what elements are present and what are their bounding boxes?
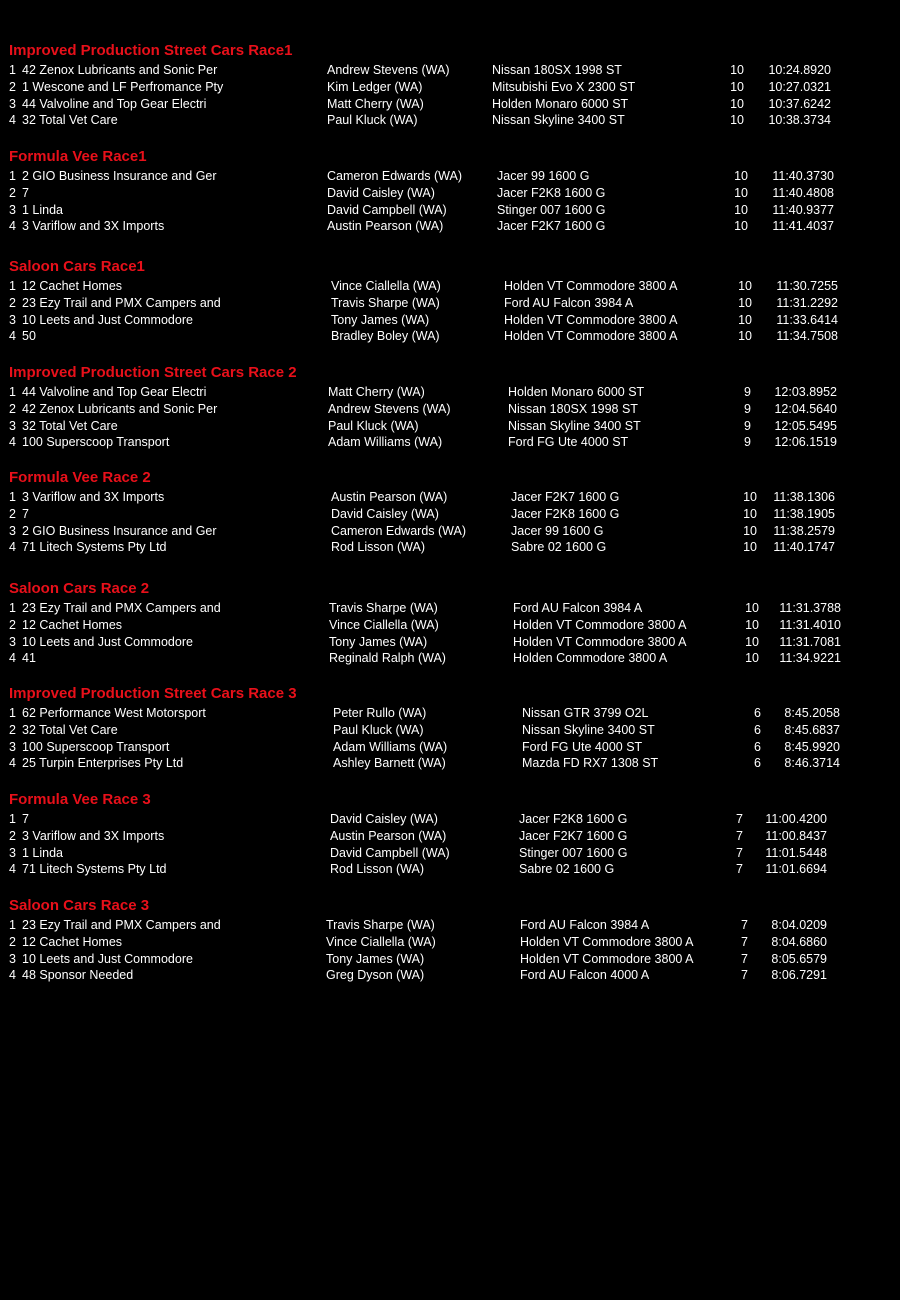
race-title: Formula Vee Race 3 [9, 791, 151, 808]
laps: 10 [738, 312, 752, 327]
race-time: 11:40.3730 [772, 169, 834, 183]
driver-name: Cameron Edwards (WA) [327, 169, 462, 183]
position: 3 [9, 845, 16, 860]
car-entry: 2 GIO Business Insurance and Ger [22, 523, 217, 538]
car-entry: 23 Ezy Trail and PMX Campers and [22, 601, 221, 615]
laps: 9 [744, 401, 751, 416]
position: 4 [9, 219, 16, 234]
race-time: 11:31.2292 [776, 295, 838, 310]
vehicle: Nissan Skyline 3400 ST [522, 722, 655, 737]
position: 1 [9, 385, 16, 399]
race-time: 11:01.6694 [765, 862, 827, 877]
car-entry: 10 Leets and Just Commodore [22, 634, 193, 649]
race-time: 11:34.7508 [776, 329, 838, 344]
car-entry: 44 Valvoline and Top Gear Electri [22, 96, 207, 111]
race-time: 11:40.4808 [772, 185, 834, 200]
laps: 10 [745, 634, 759, 649]
vehicle: Holden VT Commodore 3800 A [520, 951, 694, 966]
race-time: 8:04.0209 [771, 918, 827, 932]
vehicle: Jacer F2K8 1600 G [511, 506, 620, 521]
laps: 7 [741, 934, 748, 949]
race-time: 11:31.7081 [779, 634, 841, 649]
laps: 7 [741, 968, 748, 983]
position: 2 [9, 934, 16, 949]
position: 1 [9, 490, 16, 504]
car-entry: 41 [22, 651, 36, 666]
car-entry: 3 Variflow and 3X Imports [22, 490, 165, 504]
vehicle: Jacer 99 1600 G [511, 523, 604, 538]
car-entry: 1 Linda [22, 845, 64, 860]
laps: 10 [738, 279, 752, 293]
race-time: 8:45.9920 [784, 739, 840, 754]
car-entry: 1 Linda [22, 202, 64, 217]
laps: 10 [730, 63, 744, 77]
race-time: 8:45.2058 [784, 706, 840, 720]
laps: 10 [738, 295, 752, 310]
car-entry: 7 [22, 812, 29, 826]
laps: 10 [730, 113, 744, 128]
position: 3 [9, 523, 16, 538]
driver-name: Austin Pearson (WA) [331, 490, 448, 504]
driver-name: Vince Ciallella (WA) [326, 934, 436, 949]
vehicle: Holden VT Commodore 3800 A [504, 279, 678, 293]
race-title: Formula Vee Race 2 [9, 469, 151, 486]
driver-name: Paul Kluck (WA) [328, 418, 419, 433]
car-entry: 32 Total Vet Care [22, 722, 118, 737]
race-time: 11:40.1747 [773, 540, 835, 555]
vehicle: Ford AU Falcon 3984 A [504, 295, 634, 310]
driver-name: Rod Lisson (WA) [331, 540, 426, 555]
laps: 10 [734, 219, 748, 234]
vehicle: Holden Monaro 6000 ST [492, 96, 629, 111]
race-time: 8:04.6860 [771, 934, 827, 949]
driver-name: Tony James (WA) [326, 951, 425, 966]
car-entry: 12 Cachet Homes [22, 279, 123, 293]
car-entry: 12 Cachet Homes [22, 617, 123, 632]
race-time: 11:41.4037 [772, 219, 834, 234]
vehicle: Ford AU Falcon 3984 A [513, 601, 643, 615]
laps: 10 [734, 185, 748, 200]
laps: 10 [745, 601, 759, 615]
driver-name: Andrew Stevens (WA) [328, 401, 451, 416]
race-time: 8:46.3714 [784, 756, 840, 771]
position: 2 [9, 295, 16, 310]
car-entry: 71 Litech Systems Pty Ltd [22, 862, 167, 877]
race-time: 12:04.5640 [774, 401, 837, 416]
driver-name: Rod Lisson (WA) [330, 862, 425, 877]
position: 1 [9, 279, 16, 293]
position: 4 [9, 329, 16, 344]
car-entry: 23 Ezy Trail and PMX Campers and [22, 918, 221, 932]
car-entry: 44 Valvoline and Top Gear Electri [22, 385, 207, 399]
race-title: Improved Production Street Cars Race 2 [9, 364, 297, 381]
driver-name: Travis Sharpe (WA) [331, 295, 440, 310]
race-time: 11:00.8437 [765, 828, 827, 843]
car-entry: 32 Total Vet Care [22, 113, 118, 128]
race-title: Improved Production Street Cars Race1 [9, 42, 293, 59]
car-entry: 25 Turpin Enterprises Pty Ltd [22, 756, 184, 771]
driver-name: Matt Cherry (WA) [327, 96, 424, 111]
position: 3 [9, 312, 16, 327]
car-entry: 3 Variflow and 3X Imports [22, 219, 165, 234]
race-time: 11:40.9377 [772, 202, 834, 217]
car-entry: 62 Performance West Motorsport [22, 706, 206, 720]
car-entry: 10 Leets and Just Commodore [22, 312, 193, 327]
position: 2 [9, 79, 16, 94]
position: 4 [9, 968, 16, 983]
laps: 7 [736, 828, 743, 843]
laps: 6 [754, 706, 761, 720]
car-entry: 42 Zenox Lubricants and Sonic Per [22, 401, 218, 416]
position: 3 [9, 739, 16, 754]
position: 4 [9, 651, 16, 666]
car-entry: 50 [22, 329, 36, 344]
laps: 10 [734, 169, 748, 183]
driver-name: Adam Williams (WA) [333, 739, 448, 754]
vehicle: Holden Monaro 6000 ST [508, 385, 645, 399]
driver-name: Kim Ledger (WA) [327, 79, 423, 94]
driver-name: Travis Sharpe (WA) [329, 601, 438, 615]
position: 2 [9, 401, 16, 416]
driver-name: Tony James (WA) [329, 634, 428, 649]
driver-name: Andrew Stevens (WA) [327, 63, 450, 77]
laps: 10 [734, 202, 748, 217]
vehicle: Holden VT Commodore 3800 A [504, 312, 678, 327]
vehicle: Mitsubishi Evo X 2300 ST [492, 79, 636, 94]
car-entry: 100 Superscoop Transport [22, 739, 170, 754]
position: 4 [9, 756, 16, 771]
vehicle: Ford FG Ute 4000 ST [508, 435, 629, 450]
car-entry: 10 Leets and Just Commodore [22, 951, 193, 966]
race-time: 11:38.1306 [773, 490, 835, 504]
race-time: 8:05.6579 [771, 951, 827, 966]
vehicle: Jacer F2K7 1600 G [519, 828, 628, 843]
driver-name: Travis Sharpe (WA) [326, 918, 435, 932]
position: 4 [9, 862, 16, 877]
laps: 10 [745, 617, 759, 632]
laps: 6 [754, 739, 761, 754]
vehicle: Holden VT Commodore 3800 A [504, 329, 678, 344]
position: 4 [9, 540, 16, 555]
vehicle: Holden Commodore 3800 A [513, 651, 668, 666]
laps: 10 [730, 79, 744, 94]
position: 2 [9, 828, 16, 843]
vehicle: Jacer F2K7 1600 G [497, 219, 606, 234]
position: 1 [9, 706, 16, 720]
car-entry: 42 Zenox Lubricants and Sonic Per [22, 63, 218, 77]
car-entry: 1 Wescone and LF Perfromance Pty [22, 79, 224, 94]
laps: 7 [736, 862, 743, 877]
race-title: Improved Production Street Cars Race 3 [9, 685, 297, 702]
laps: 9 [744, 435, 751, 450]
race-time: 11:31.3788 [779, 601, 841, 615]
position: 2 [9, 617, 16, 632]
race-title: Saloon Cars Race 3 [9, 897, 150, 914]
race-time: 10:24.8920 [768, 63, 831, 77]
driver-name: Adam Williams (WA) [328, 435, 443, 450]
car-entry: 3 Variflow and 3X Imports [22, 828, 165, 843]
position: 2 [9, 722, 16, 737]
vehicle: Mazda FD RX7 1308 ST [522, 756, 659, 771]
race-time: 11:38.2579 [773, 523, 835, 538]
position: 2 [9, 506, 16, 521]
position: 3 [9, 951, 16, 966]
laps: 10 [743, 506, 757, 521]
vehicle: Ford FG Ute 4000 ST [522, 739, 643, 754]
vehicle: Holden VT Commodore 3800 A [513, 617, 687, 632]
race-time: 10:38.3734 [768, 113, 831, 128]
laps: 7 [741, 951, 748, 966]
vehicle: Jacer F2K8 1600 G [497, 185, 606, 200]
race-title: Formula Vee Race1 [9, 148, 147, 165]
driver-name: Paul Kluck (WA) [333, 722, 424, 737]
race-time: 8:45.6837 [784, 722, 840, 737]
position: 2 [9, 185, 16, 200]
driver-name: Ashley Barnett (WA) [333, 756, 446, 771]
driver-name: Greg Dyson (WA) [326, 968, 425, 983]
driver-name: Peter Rullo (WA) [333, 706, 427, 720]
vehicle: Holden VT Commodore 3800 A [520, 934, 694, 949]
car-entry: 32 Total Vet Care [22, 418, 118, 433]
car-entry: 48 Sponsor Needed [22, 968, 134, 983]
laps: 9 [744, 418, 751, 433]
race-time: 11:38.1905 [773, 506, 835, 521]
race-title: Saloon Cars Race 2 [9, 580, 150, 597]
laps: 6 [754, 756, 761, 771]
driver-name: David Campbell (WA) [330, 845, 450, 860]
laps: 7 [736, 812, 743, 826]
race-time: 12:05.5495 [774, 418, 837, 433]
driver-name: Tony James (WA) [331, 312, 430, 327]
vehicle: Sabre 02 1600 G [511, 540, 607, 555]
vehicle: Nissan 180SX 1998 ST [508, 401, 638, 416]
driver-name: Paul Kluck (WA) [327, 113, 418, 128]
race-time: 11:31.4010 [779, 617, 841, 632]
vehicle: Ford AU Falcon 3984 A [520, 918, 650, 932]
laps: 10 [730, 96, 744, 111]
driver-name: Reginald Ralph (WA) [329, 651, 446, 666]
driver-name: David Caisley (WA) [330, 812, 438, 826]
laps: 10 [738, 329, 752, 344]
laps: 7 [741, 918, 748, 932]
laps: 6 [754, 722, 761, 737]
vehicle: Jacer F2K7 1600 G [511, 490, 620, 504]
position: 4 [9, 113, 16, 128]
vehicle: Jacer 99 1600 G [497, 169, 590, 183]
car-entry: 7 [22, 506, 29, 521]
laps: 7 [736, 845, 743, 860]
race-time: 8:06.7291 [771, 968, 827, 983]
position: 4 [9, 435, 16, 450]
driver-name: David Caisley (WA) [331, 506, 439, 521]
race-time: 10:37.6242 [768, 96, 831, 111]
laps: 10 [743, 540, 757, 555]
vehicle: Nissan Skyline 3400 ST [508, 418, 641, 433]
position: 3 [9, 202, 16, 217]
driver-name: Vince Ciallella (WA) [329, 617, 439, 632]
laps: 10 [745, 651, 759, 666]
vehicle: Nissan Skyline 3400 ST [492, 113, 625, 128]
driver-name: Matt Cherry (WA) [328, 385, 425, 399]
vehicle: Stinger 007 1600 G [497, 202, 606, 217]
car-entry: 12 Cachet Homes [22, 934, 123, 949]
driver-name: Vince Ciallella (WA) [331, 279, 441, 293]
car-entry: 71 Litech Systems Pty Ltd [22, 540, 167, 555]
driver-name: Cameron Edwards (WA) [331, 523, 466, 538]
position: 1 [9, 63, 16, 77]
position: 1 [9, 918, 16, 932]
race-time: 11:34.9221 [779, 651, 841, 666]
laps: 10 [743, 490, 757, 504]
car-entry: 7 [22, 185, 29, 200]
position: 1 [9, 169, 16, 183]
laps: 10 [743, 523, 757, 538]
vehicle: Stinger 007 1600 G [519, 845, 628, 860]
position: 3 [9, 96, 16, 111]
race-time: 11:30.7255 [776, 279, 838, 293]
position: 1 [9, 601, 16, 615]
driver-name: David Campbell (WA) [327, 202, 447, 217]
car-entry: 23 Ezy Trail and PMX Campers and [22, 295, 221, 310]
driver-name: David Caisley (WA) [327, 185, 435, 200]
race-time: 11:01.5448 [765, 845, 827, 860]
position: 1 [9, 812, 16, 826]
driver-name: Bradley Boley (WA) [331, 329, 440, 344]
vehicle: Ford AU Falcon 4000 A [520, 968, 650, 983]
race-time: 11:33.6414 [776, 312, 838, 327]
vehicle: Sabre 02 1600 G [519, 862, 615, 877]
race-time: 12:06.1519 [774, 435, 837, 450]
race-time: 12:03.8952 [774, 385, 837, 399]
position: 3 [9, 418, 16, 433]
position: 3 [9, 634, 16, 649]
vehicle: Jacer F2K8 1600 G [519, 812, 628, 826]
race-time: 10:27.0321 [768, 79, 831, 94]
car-entry: 2 GIO Business Insurance and Ger [22, 169, 217, 183]
vehicle: Nissan GTR 3799 O2L [522, 706, 649, 720]
race-time: 11:00.4200 [765, 812, 827, 826]
driver-name: Austin Pearson (WA) [330, 828, 447, 843]
driver-name: Austin Pearson (WA) [327, 219, 444, 234]
race-title: Saloon Cars Race1 [9, 258, 145, 275]
car-entry: 100 Superscoop Transport [22, 435, 170, 450]
vehicle: Holden VT Commodore 3800 A [513, 634, 687, 649]
vehicle: Nissan 180SX 1998 ST [492, 63, 622, 77]
laps: 9 [744, 385, 751, 399]
